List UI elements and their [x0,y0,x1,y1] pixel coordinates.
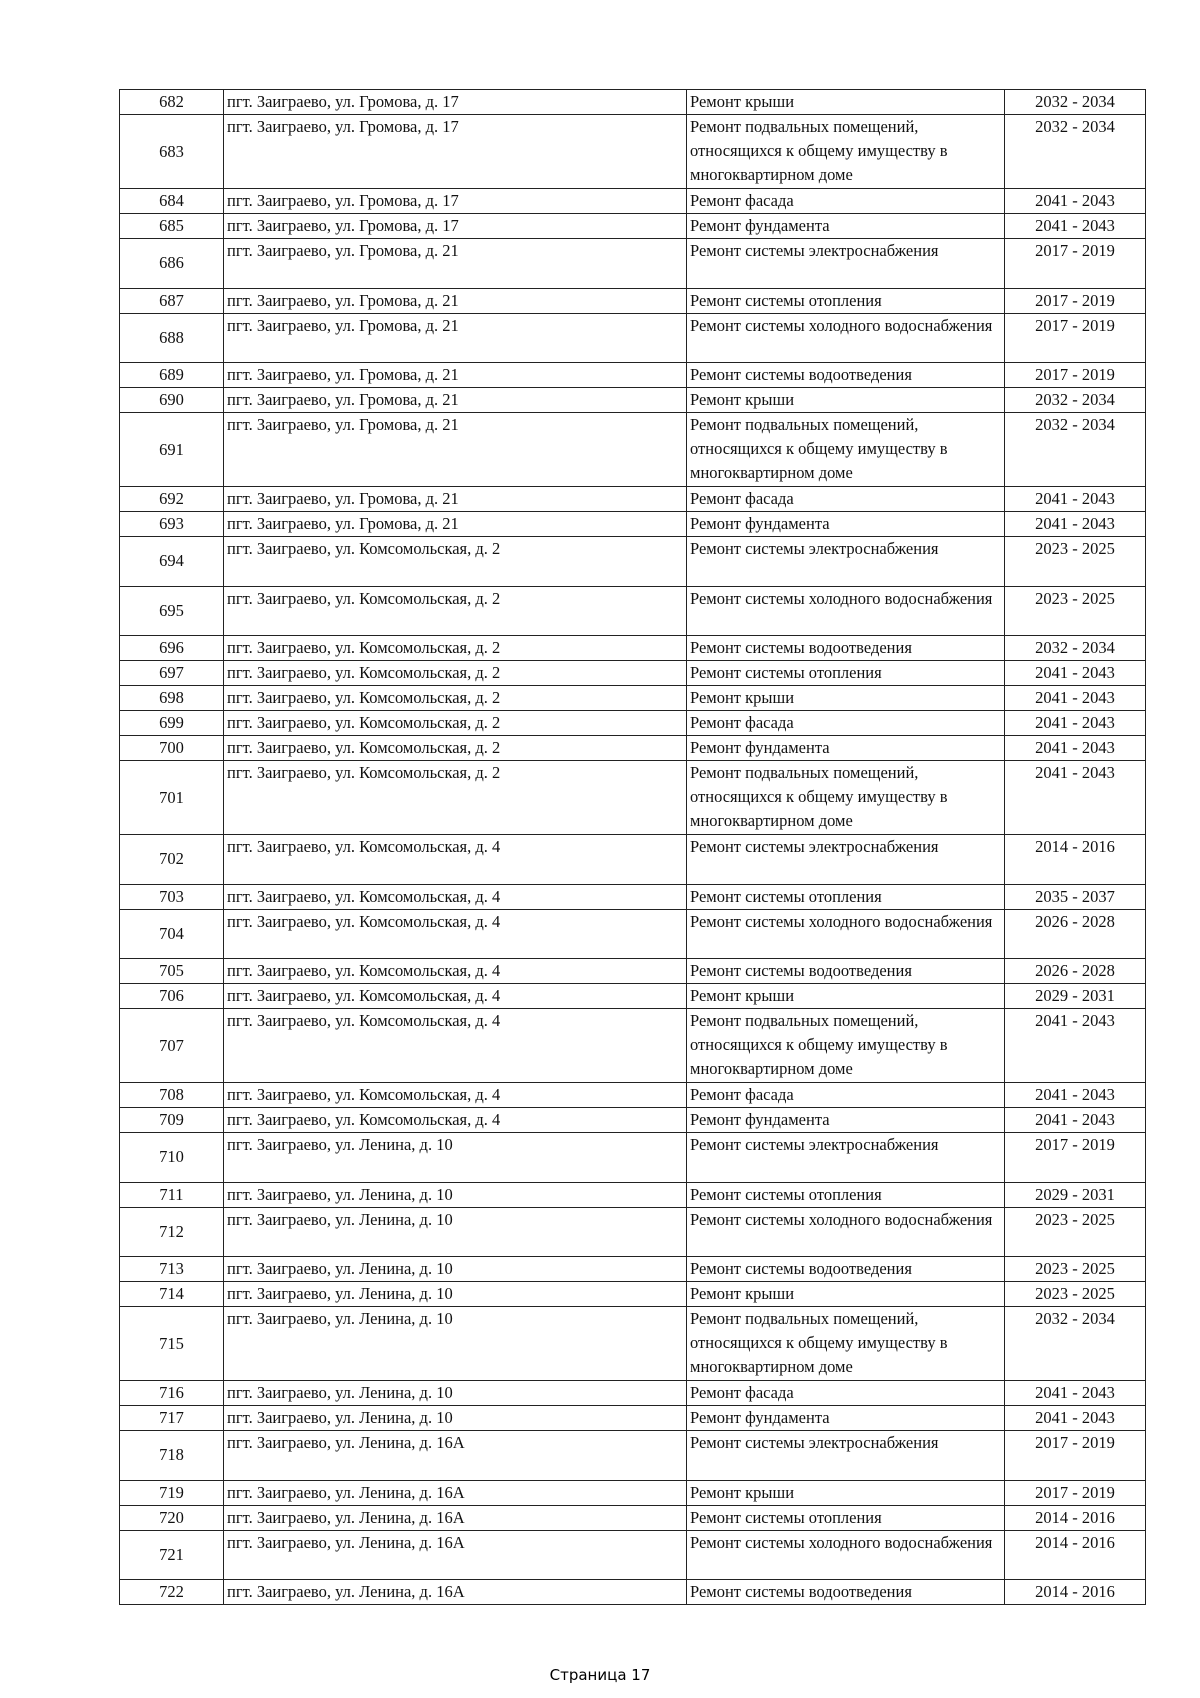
table-row [120,90,1146,115]
row-work-type: Ремонт фасада [687,711,1005,736]
row-period: 2041 - 2043 [1005,1108,1146,1133]
row-period: 2041 - 2043 [1005,512,1146,537]
row-work-type: Ремонт системы холодного водоснабжения [687,909,1005,959]
table-row [120,189,1146,214]
row-number: 693 [120,512,224,537]
row-number: 706 [120,984,224,1009]
table-row [120,1406,1146,1431]
row-address: пгт. Заиграево, ул. Громова, д. 17 [224,214,687,239]
table-row [120,884,1146,909]
row-number: 701 [120,761,224,835]
table-body [120,90,1146,1605]
row-address: пгт. Заиграево, ул. Громова, д. 21 [224,512,687,537]
row-work-type: Ремонт системы водоотведения [687,1580,1005,1605]
row-address: пгт. Заиграево, ул. Ленина, д. 10 [224,1207,687,1257]
row-number: 698 [120,686,224,711]
row-period: 2014 - 2016 [1005,1530,1146,1580]
table-row [120,1182,1146,1207]
row-address: пгт. Заиграево, ул. Громова, д. 17 [224,115,687,189]
row-period: 2023 - 2025 [1005,1207,1146,1257]
row-period: 2017 - 2019 [1005,313,1146,363]
row-number: 711 [120,1182,224,1207]
row-address: пгт. Заиграево, ул. Комсомольская, д. 2 [224,636,687,661]
row-period: 2023 - 2025 [1005,537,1146,587]
row-work-type: Ремонт системы холодного водоснабжения [687,1530,1005,1580]
row-period: 2023 - 2025 [1005,586,1146,636]
row-number: 685 [120,214,224,239]
row-number: 717 [120,1406,224,1431]
table-row [120,363,1146,388]
row-number: 690 [120,388,224,413]
row-address: пгт. Заиграево, ул. Комсомольская, д. 2 [224,761,687,835]
row-period: 2041 - 2043 [1005,1009,1146,1083]
row-period: 2032 - 2034 [1005,636,1146,661]
row-address: пгт. Заиграево, ул. Комсомольская, д. 4 [224,1108,687,1133]
row-period: 2017 - 2019 [1005,239,1146,289]
row-work-type: Ремонт системы электроснабжения [687,1431,1005,1481]
row-work-type: Ремонт системы электроснабжения [687,1133,1005,1183]
row-address: пгт. Заиграево, ул. Ленина, д. 10 [224,1282,687,1307]
row-number: 684 [120,189,224,214]
row-address: пгт. Заиграево, ул. Комсомольская, д. 2 [224,537,687,587]
table-row [120,711,1146,736]
row-address: пгт. Заиграево, ул. Громова, д. 21 [224,313,687,363]
row-number: 686 [120,239,224,289]
row-work-type: Ремонт системы отопления [687,661,1005,686]
row-number: 688 [120,313,224,363]
table-row [120,661,1146,686]
row-work-type: Ремонт системы отопления [687,288,1005,313]
row-address: пгт. Заиграево, ул. Ленина, д. 10 [224,1381,687,1406]
row-period: 2041 - 2043 [1005,661,1146,686]
row-number: 696 [120,636,224,661]
row-period: 2032 - 2034 [1005,388,1146,413]
row-period: 2023 - 2025 [1005,1282,1146,1307]
row-number: 720 [120,1505,224,1530]
table-row [120,1431,1146,1481]
table-row [120,1207,1146,1257]
table-row [120,984,1146,1009]
row-number: 712 [120,1207,224,1257]
row-number: 687 [120,288,224,313]
row-work-type: Ремонт подвальных помещений, относящихся к общему имуществу в многоквартирном доме [687,761,1005,835]
row-period: 2026 - 2028 [1005,959,1146,984]
table-row [120,239,1146,289]
row-address: пгт. Заиграево, ул. Ленина, д. 16А [224,1480,687,1505]
row-work-type: Ремонт крыши [687,984,1005,1009]
row-period: 2041 - 2043 [1005,214,1146,239]
row-period: 2041 - 2043 [1005,189,1146,214]
row-address: пгт. Заиграево, ул. Комсомольская, д. 2 [224,711,687,736]
row-address: пгт. Заиграево, ул. Громова, д. 17 [224,189,687,214]
row-period: 2041 - 2043 [1005,1381,1146,1406]
row-number: 714 [120,1282,224,1307]
table-row [120,1009,1146,1083]
row-address: пгт. Заиграево, ул. Громова, д. 21 [224,413,687,487]
row-period: 2041 - 2043 [1005,736,1146,761]
table-row [120,1282,1146,1307]
row-address: пгт. Заиграево, ул. Ленина, д. 16А [224,1580,687,1605]
row-number: 719 [120,1480,224,1505]
row-number: 692 [120,487,224,512]
row-work-type: Ремонт фасада [687,1381,1005,1406]
row-period: 2041 - 2043 [1005,711,1146,736]
row-period: 2029 - 2031 [1005,984,1146,1009]
table-row [120,1257,1146,1282]
row-work-type: Ремонт фасада [687,487,1005,512]
table-row [120,413,1146,487]
row-number: 716 [120,1381,224,1406]
row-address: пгт. Заиграево, ул. Комсомольская, д. 4 [224,1083,687,1108]
row-work-type: Ремонт подвальных помещений, относящихся к общему имуществу в многоквартирном доме [687,1009,1005,1083]
row-number: 722 [120,1580,224,1605]
table-row [120,537,1146,587]
row-period: 2032 - 2034 [1005,90,1146,115]
table-row [120,115,1146,189]
row-number: 691 [120,413,224,487]
row-period: 2017 - 2019 [1005,1480,1146,1505]
table-row [120,1083,1146,1108]
row-address: пгт. Заиграево, ул. Громова, д. 21 [224,239,687,289]
row-number: 705 [120,959,224,984]
row-number: 718 [120,1431,224,1481]
table-row [120,1530,1146,1580]
row-address: пгт. Заиграево, ул. Ленина, д. 16А [224,1431,687,1481]
row-number: 710 [120,1133,224,1183]
row-number: 700 [120,736,224,761]
row-period: 2014 - 2016 [1005,835,1146,885]
row-address: пгт. Заиграево, ул. Комсомольская, д. 4 [224,959,687,984]
row-number: 703 [120,884,224,909]
table-row [120,959,1146,984]
row-address: пгт. Заиграево, ул. Ленина, д. 16А [224,1530,687,1580]
row-address: пгт. Заиграево, ул. Ленина, д. 16А [224,1505,687,1530]
table-row [120,313,1146,363]
row-work-type: Ремонт системы холодного водоснабжения [687,1207,1005,1257]
row-work-type: Ремонт фундамента [687,1108,1005,1133]
row-period: 2041 - 2043 [1005,761,1146,835]
row-number: 689 [120,363,224,388]
table-row [120,512,1146,537]
row-period: 2023 - 2025 [1005,1257,1146,1282]
row-number: 715 [120,1307,224,1381]
row-work-type: Ремонт системы холодного водоснабжения [687,313,1005,363]
row-work-type: Ремонт системы отопления [687,884,1005,909]
table-row [120,686,1146,711]
row-work-type: Ремонт системы холодного водоснабжения [687,586,1005,636]
table-row [120,1580,1146,1605]
table-row [120,1381,1146,1406]
table-row [120,388,1146,413]
row-number: 702 [120,835,224,885]
row-address: пгт. Заиграево, ул. Комсомольская, д. 2 [224,586,687,636]
table-row [120,1307,1146,1381]
row-work-type: Ремонт системы отопления [687,1182,1005,1207]
row-work-type: Ремонт подвальных помещений, относящихся к общему имуществу в многоквартирном доме [687,115,1005,189]
row-period: 2032 - 2034 [1005,115,1146,189]
row-number: 695 [120,586,224,636]
row-work-type: Ремонт системы водоотведения [687,363,1005,388]
row-work-type: Ремонт подвальных помещений, относящихся к общему имуществу в многоквартирном доме [687,1307,1005,1381]
row-work-type: Ремонт фасада [687,1083,1005,1108]
row-number: 707 [120,1009,224,1083]
row-period: 2041 - 2043 [1005,487,1146,512]
row-address: пгт. Заиграево, ул. Громова, д. 21 [224,288,687,313]
row-address: пгт. Заиграево, ул. Комсомольская, д. 4 [224,835,687,885]
row-address: пгт. Заиграево, ул. Комсомольская, д. 2 [224,736,687,761]
row-period: 2032 - 2034 [1005,1307,1146,1381]
row-work-type: Ремонт системы электроснабжения [687,239,1005,289]
table-row [120,736,1146,761]
row-address: пгт. Заиграево, ул. Комсомольская, д. 2 [224,686,687,711]
row-work-type: Ремонт крыши [687,1282,1005,1307]
row-period: 2014 - 2016 [1005,1505,1146,1530]
row-period: 2026 - 2028 [1005,909,1146,959]
row-number: 721 [120,1530,224,1580]
row-work-type: Ремонт системы отопления [687,1505,1005,1530]
row-address: пгт. Заиграево, ул. Комсомольская, д. 4 [224,884,687,909]
row-number: 683 [120,115,224,189]
row-work-type: Ремонт крыши [687,388,1005,413]
table-row [120,1133,1146,1183]
row-period: 2041 - 2043 [1005,686,1146,711]
row-address: пгт. Заиграево, ул. Комсомольская, д. 4 [224,984,687,1009]
row-number: 694 [120,537,224,587]
row-address: пгт. Заиграево, ул. Громова, д. 21 [224,363,687,388]
table-row [120,1108,1146,1133]
row-period: 2014 - 2016 [1005,1580,1146,1605]
row-period: 2041 - 2043 [1005,1083,1146,1108]
row-period: 2017 - 2019 [1005,1133,1146,1183]
repair-schedule-table [119,89,1146,1605]
page-number: Страница 17 [549,1666,651,1684]
row-work-type: Ремонт фундамента [687,214,1005,239]
row-period: 2029 - 2031 [1005,1182,1146,1207]
table-row [120,761,1146,835]
row-work-type: Ремонт системы водоотведения [687,636,1005,661]
row-period: 2032 - 2034 [1005,413,1146,487]
row-work-type: Ремонт системы водоотведения [687,1257,1005,1282]
table-row [120,487,1146,512]
row-work-type: Ремонт системы электроснабжения [687,835,1005,885]
table-row [120,636,1146,661]
row-address: пгт. Заиграево, ул. Ленина, д. 10 [224,1182,687,1207]
row-address: пгт. Заиграево, ул. Комсомольская, д. 2 [224,661,687,686]
table-row [120,909,1146,959]
row-address: пгт. Заиграево, ул. Ленина, д. 10 [224,1257,687,1282]
row-address: пгт. Заиграево, ул. Громова, д. 17 [224,90,687,115]
row-work-type: Ремонт фундамента [687,1406,1005,1431]
row-address: пгт. Заиграево, ул. Громова, д. 21 [224,388,687,413]
table-row [120,586,1146,636]
row-work-type: Ремонт крыши [687,686,1005,711]
row-period: 2041 - 2043 [1005,1406,1146,1431]
table-row [120,1505,1146,1530]
row-work-type: Ремонт системы электроснабжения [687,537,1005,587]
row-number: 699 [120,711,224,736]
row-address: пгт. Заиграево, ул. Комсомольская, д. 4 [224,909,687,959]
table-row [120,1480,1146,1505]
row-number: 704 [120,909,224,959]
row-period: 2017 - 2019 [1005,288,1146,313]
row-work-type: Ремонт системы водоотведения [687,959,1005,984]
table-row [120,288,1146,313]
row-work-type: Ремонт крыши [687,1480,1005,1505]
row-number: 682 [120,90,224,115]
row-work-type: Ремонт фундамента [687,736,1005,761]
row-address: пгт. Заиграево, ул. Ленина, д. 10 [224,1406,687,1431]
row-address: пгт. Заиграево, ул. Громова, д. 21 [224,487,687,512]
row-number: 713 [120,1257,224,1282]
row-address: пгт. Заиграево, ул. Ленина, д. 10 [224,1133,687,1183]
row-period: 2017 - 2019 [1005,1431,1146,1481]
row-work-type: Ремонт фундамента [687,512,1005,537]
row-period: 2035 - 2037 [1005,884,1146,909]
row-number: 709 [120,1108,224,1133]
table-row [120,835,1146,885]
row-period: 2017 - 2019 [1005,363,1146,388]
row-work-type: Ремонт фасада [687,189,1005,214]
row-address: пгт. Заиграево, ул. Комсомольская, д. 4 [224,1009,687,1083]
row-address: пгт. Заиграево, ул. Ленина, д. 10 [224,1307,687,1381]
row-number: 708 [120,1083,224,1108]
table-row [120,214,1146,239]
row-work-type: Ремонт крыши [687,90,1005,115]
row-number: 697 [120,661,224,686]
row-work-type: Ремонт подвальных помещений, относящихся к общему имуществу в многоквартирном доме [687,413,1005,487]
